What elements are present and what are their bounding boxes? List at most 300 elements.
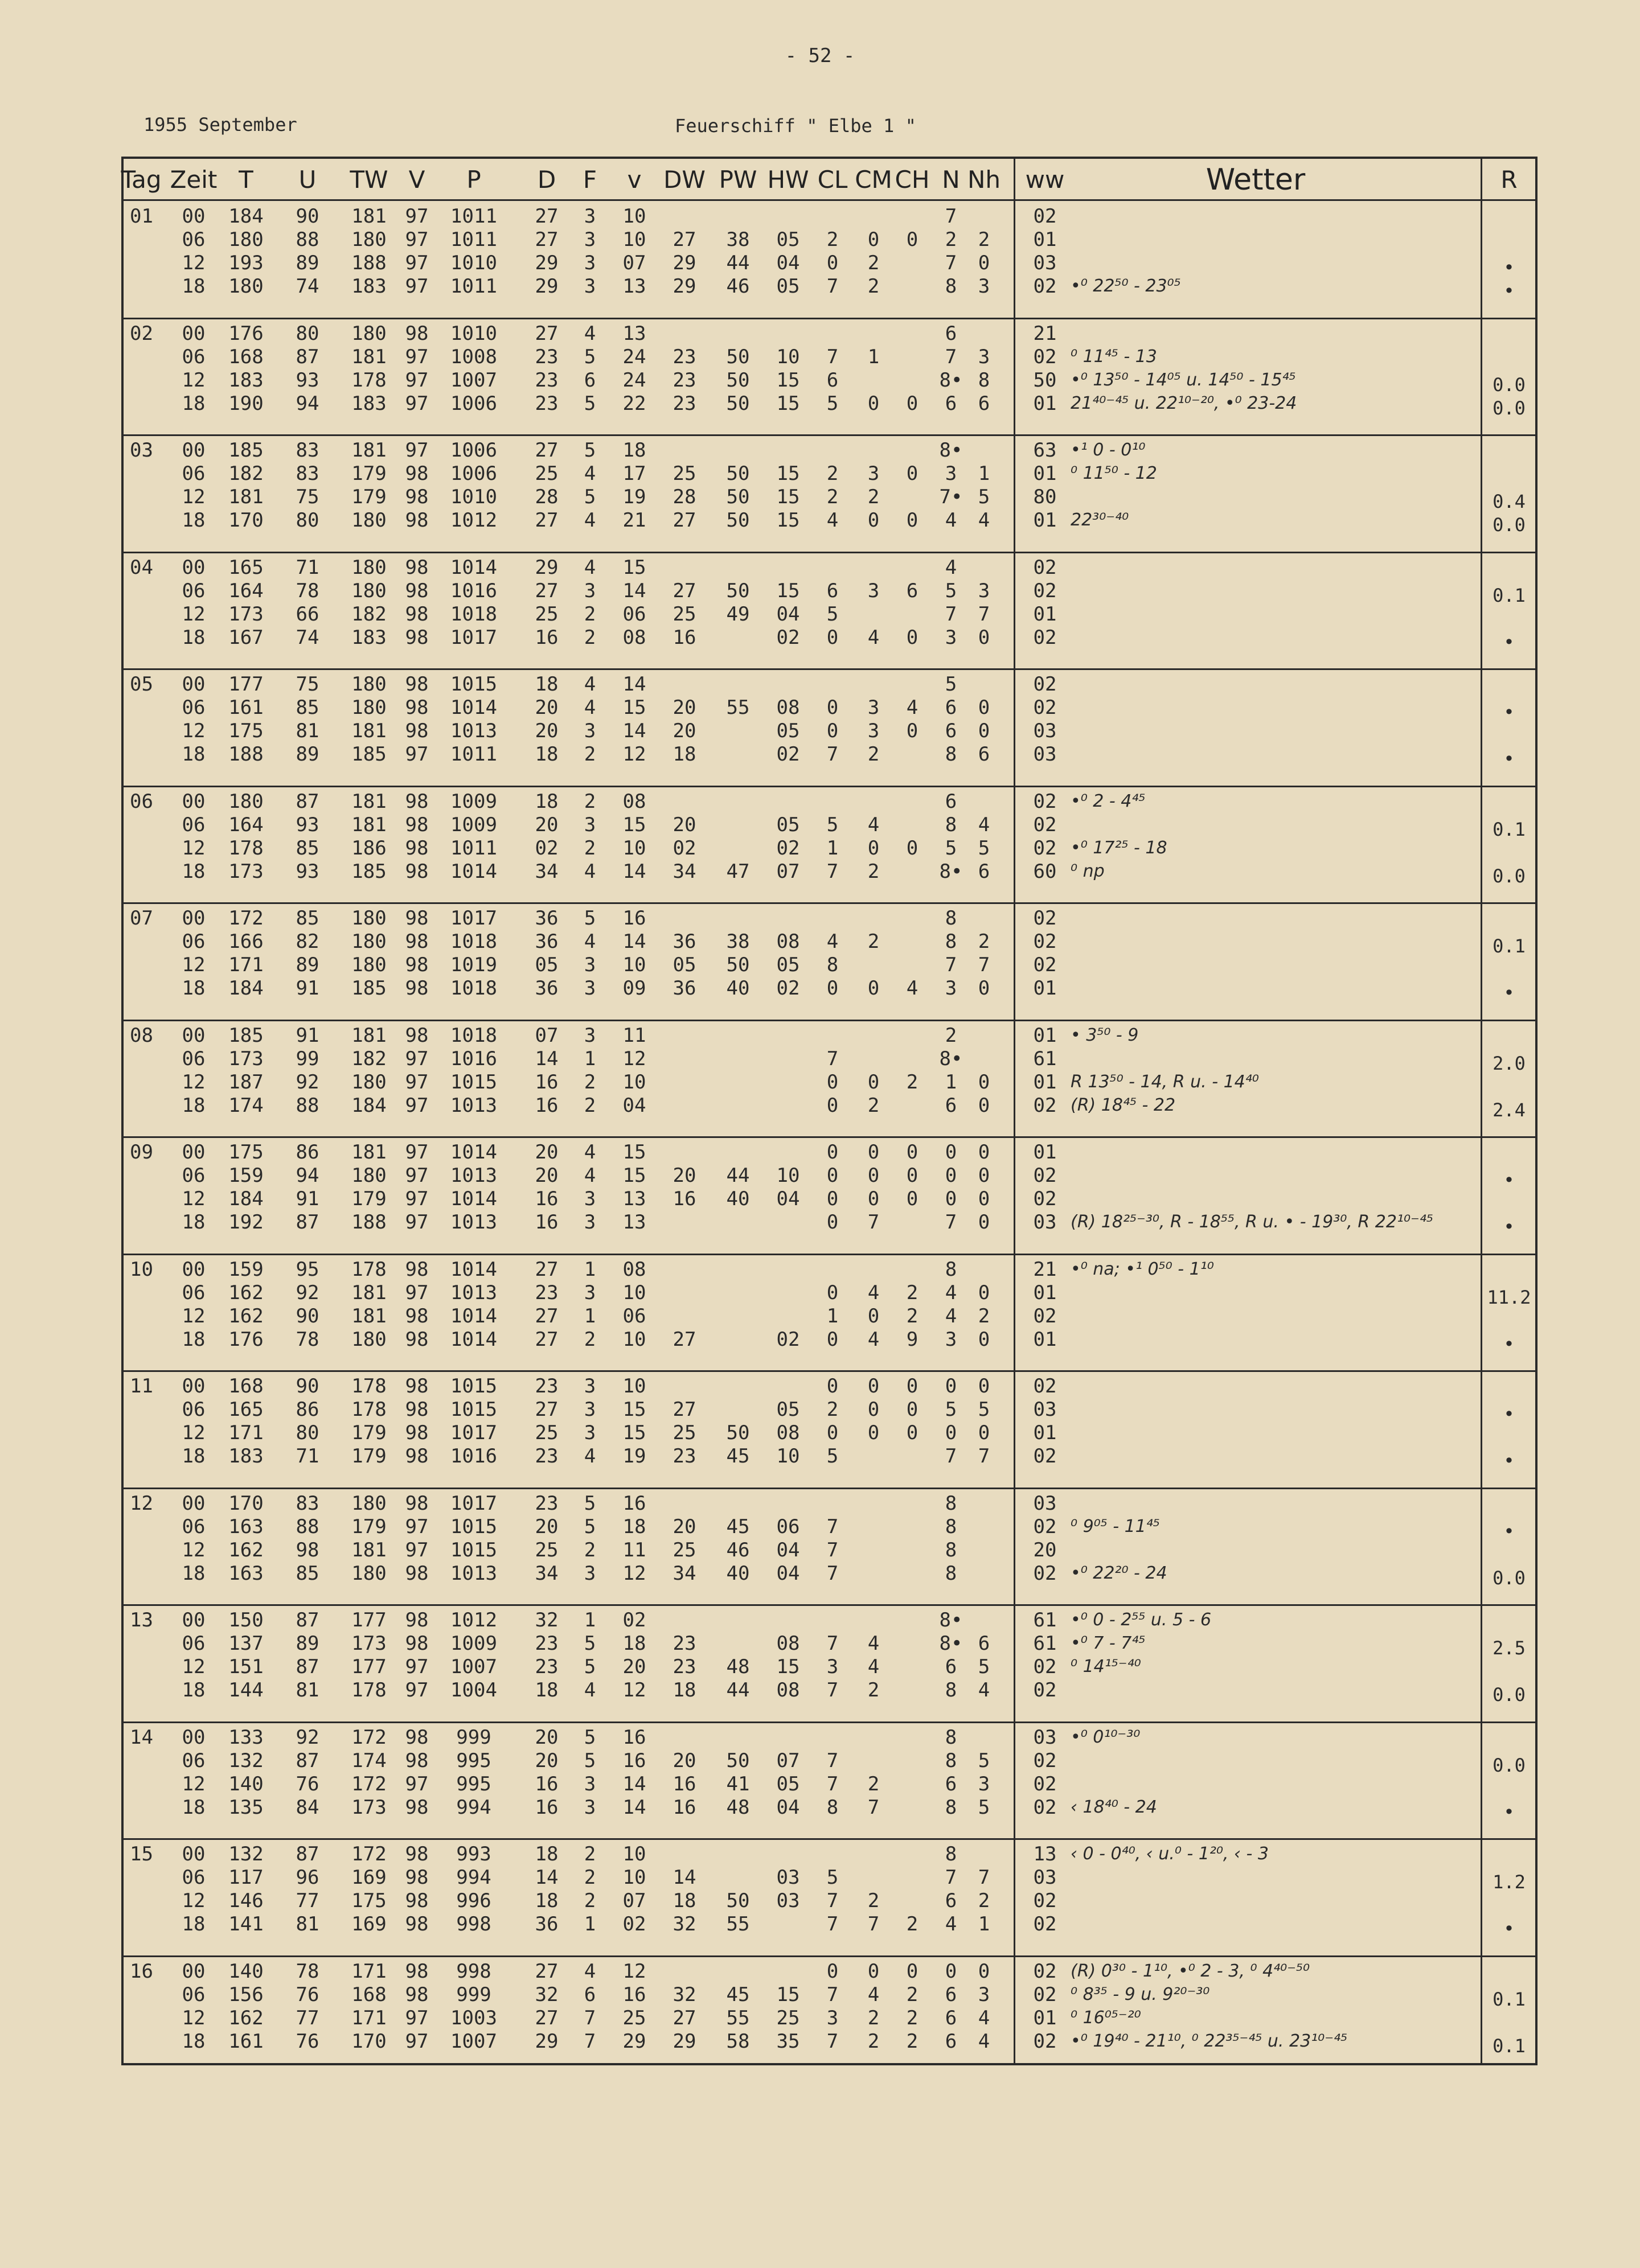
table-cell: 0 <box>945 1141 957 1164</box>
weather-remark: ⁰ np <box>1071 861 1105 881</box>
table-cell: 23 <box>535 368 559 392</box>
day-label: 01 <box>130 205 153 228</box>
table-cell: 02 <box>1033 1655 1057 1678</box>
column-header-zeit: Zeit <box>170 166 218 194</box>
table-cell: 10 <box>776 345 800 368</box>
table-cell: 7 <box>867 1796 880 1819</box>
table-cell: 1013 <box>450 1281 497 1304</box>
table-cell: 7 <box>978 602 990 626</box>
table-cell: 04 <box>622 1094 646 1117</box>
table-cell: 0 <box>867 392 880 415</box>
precip-value: 0.0 <box>1493 1684 1526 1706</box>
table-cell: 02 <box>622 1609 646 1632</box>
table-cell: 10 <box>622 1281 646 1304</box>
table-cell: 0 <box>978 1211 990 1234</box>
table-cell: 8• <box>939 1632 963 1655</box>
table-cell: 07 <box>622 1889 646 1912</box>
table-cell: 4 <box>945 1913 957 1936</box>
table-cell: 15 <box>776 368 800 392</box>
table-cell: 28 <box>535 486 559 508</box>
table-cell: 14 <box>673 1866 696 1889</box>
table-cell: 181 <box>351 1538 387 1562</box>
table-cell: 5 <box>584 392 596 415</box>
table-cell: 177 <box>351 1609 387 1632</box>
table-cell: 02 <box>535 836 559 860</box>
table-cell: 6 <box>945 720 957 742</box>
table-cell: 3 <box>584 1772 596 1796</box>
table-cell: 03 <box>1033 1398 1057 1421</box>
precip-value: 11.2 <box>1487 1286 1531 1308</box>
weather-remark: (R) 18²⁵⁻³⁰, R - 18⁵⁵, R u. • - 19³⁰, R 22¹⁰⁻⁴⁵ <box>1071 1212 1433 1232</box>
table-cell: 10 <box>622 228 646 251</box>
table-cell: 1011 <box>450 228 497 251</box>
table-cell: 1011 <box>450 275 497 298</box>
day-separator <box>121 786 1538 787</box>
table-cell: 1 <box>826 1304 839 1328</box>
table-cell: 2 <box>826 462 839 485</box>
table-cell: 98 <box>405 1959 429 1983</box>
table-cell: 3 <box>978 1772 990 1796</box>
table-cell: 7 <box>826 860 839 883</box>
table-cell: 168 <box>228 345 264 368</box>
table-cell: 7 <box>826 1749 839 1772</box>
table-cell: 50 <box>726 345 750 368</box>
table-cell: 7 <box>826 1913 839 1936</box>
weather-remark: •⁰ 19⁴⁰ - 21¹⁰, ⁰ 22³⁵⁻⁴⁵ u. 23¹⁰⁻⁴⁵ <box>1071 2031 1348 2051</box>
table-cell: 29 <box>673 2029 696 2053</box>
column-header-v: v <box>627 166 642 194</box>
weather-remark: ‹ 0 - 0⁴⁰, ‹ u.⁰ - 1²⁰, ‹ - 3 <box>1071 1844 1269 1864</box>
table-cell: 181 <box>351 345 387 368</box>
table-cell: 87 <box>296 1843 319 1866</box>
table-cell: 44 <box>726 1679 750 1702</box>
table-cell: 0 <box>867 1188 880 1210</box>
table-cell: 15 <box>776 579 800 602</box>
table-cell: 162 <box>228 2006 264 2029</box>
table-cell: 05 <box>776 1398 800 1421</box>
table-cell: 12 <box>182 2006 206 2029</box>
table-cell: 5 <box>584 1725 596 1749</box>
table-cell: 8 <box>945 1562 957 1585</box>
table-cell: 92 <box>296 1725 319 1749</box>
table-cell: 98 <box>405 790 429 813</box>
table-cell: 0 <box>978 1188 990 1210</box>
table-cell: 181 <box>228 486 264 508</box>
table-cell: 3 <box>867 696 880 719</box>
weather-remark: ⁰ 11⁴⁵ - 13 <box>1071 346 1157 367</box>
table-cell: 163 <box>228 1562 264 1585</box>
table-cell: 97 <box>405 1211 429 1234</box>
table-cell: 1015 <box>450 1375 497 1398</box>
table-cell: 00 <box>182 1258 206 1281</box>
table-cell: 02 <box>1033 813 1057 836</box>
table-cell: 03 <box>1033 1866 1057 1889</box>
table-cell: 45 <box>726 1515 750 1538</box>
table-cell: 180 <box>351 1164 387 1187</box>
table-cell: 07 <box>535 1024 559 1047</box>
table-cell: 01 <box>1033 1070 1057 1094</box>
table-cell: 6 <box>945 2006 957 2029</box>
table-cell: 995 <box>456 1749 491 1772</box>
table-cell: 4 <box>867 1983 880 2006</box>
table-cell: 4 <box>867 1281 880 1304</box>
table-cell: 06 <box>182 1632 206 1655</box>
table-cell: 1 <box>584 1913 596 1936</box>
table-cell: 02 <box>1033 1772 1057 1796</box>
table-cell: 5 <box>584 1749 596 1772</box>
table-cell: 180 <box>351 673 387 696</box>
table-cell: 179 <box>351 486 387 508</box>
table-cell: 0 <box>978 720 990 742</box>
table-cell: 994 <box>456 1796 491 1819</box>
table-cell: 5 <box>584 1655 596 1678</box>
table-cell: 20 <box>673 720 696 742</box>
table-cell: 7 <box>826 1679 839 1702</box>
table-cell: 132 <box>228 1749 264 1772</box>
table-cell: 88 <box>296 228 319 251</box>
table-cell: 03 <box>1033 1725 1057 1749</box>
table-cell: 1014 <box>450 860 497 883</box>
table-cell: 4 <box>978 1679 990 1702</box>
table-cell: 98 <box>405 1866 429 1889</box>
table-cell: 18 <box>182 1796 206 1819</box>
table-cell: 97 <box>405 1655 429 1678</box>
table-cell: 12 <box>622 743 646 766</box>
table-cell: 98 <box>405 626 429 649</box>
table-cell: 171 <box>228 1421 264 1444</box>
table-cell: 5 <box>584 1515 596 1538</box>
table-cell: 90 <box>296 1375 319 1398</box>
table-cell: 24 <box>622 345 646 368</box>
table-cell: 0 <box>867 1070 880 1094</box>
table-cell: 173 <box>228 1047 264 1070</box>
precip-value: 0.1 <box>1493 2035 1526 2057</box>
precip-value: 0.0 <box>1493 865 1526 887</box>
precip-value: • <box>1503 982 1515 1004</box>
table-cell: 98 <box>405 836 429 860</box>
table-cell: 3 <box>584 954 596 976</box>
table-cell: 167 <box>228 626 264 649</box>
table-cell: 06 <box>182 813 206 836</box>
table-cell: 7 <box>584 2006 596 2029</box>
table-cell: 13 <box>622 1211 646 1234</box>
table-cell: 2 <box>867 275 880 298</box>
table-cell: 36 <box>535 1913 559 1936</box>
table-cell: 0 <box>945 1164 957 1187</box>
table-cell: 175 <box>228 720 264 742</box>
table-cell: 02 <box>1033 1375 1057 1398</box>
table-cell: 76 <box>296 1772 319 1796</box>
table-cell: 97 <box>405 743 429 766</box>
table-cell: 4 <box>906 977 919 1000</box>
precip-value: • <box>1503 1450 1515 1472</box>
table-cell: 50 <box>726 462 750 485</box>
table-cell: 146 <box>228 1889 264 1912</box>
table-cell: 0 <box>906 228 919 251</box>
precip-value: 0.0 <box>1493 397 1526 419</box>
table-cell: 0 <box>826 1375 839 1398</box>
table-cell: 998 <box>456 1913 491 1936</box>
day-separator <box>121 552 1538 553</box>
table-cell: 4 <box>945 509 957 532</box>
table-cell: 176 <box>228 322 264 345</box>
table-cell: 18 <box>535 743 559 766</box>
table-cell: 184 <box>351 1094 387 1117</box>
table-cell: 7 <box>978 1866 990 1889</box>
table-cell: 15 <box>776 1655 800 1678</box>
table-cell: 4 <box>826 930 839 953</box>
table-cell: 8 <box>945 930 957 953</box>
header-ship: Feuerschiff " Elbe 1 " <box>675 115 916 137</box>
table-cell: 8 <box>945 1492 957 1515</box>
table-cell: 15 <box>776 509 800 532</box>
table-cell: 188 <box>351 252 387 274</box>
table-cell: 27 <box>673 1398 696 1421</box>
table-cell: 06 <box>182 462 206 485</box>
column-header-v: V <box>408 166 425 194</box>
table-cell: 97 <box>405 1538 429 1562</box>
table-cell: 58 <box>726 2029 750 2053</box>
table-cell: 02 <box>1033 1889 1057 1912</box>
table-cell: 23 <box>673 1655 696 1678</box>
precip-value: 2.0 <box>1493 1052 1526 1074</box>
table-cell: 181 <box>351 790 387 813</box>
table-cell: 2 <box>906 2006 919 2029</box>
table-cell: 16 <box>622 1725 646 1749</box>
table-cell: 29 <box>622 2029 646 2053</box>
table-cell: 03 <box>1033 1492 1057 1515</box>
table-cell: 35 <box>776 2029 800 2053</box>
table-cell: 78 <box>296 1959 319 1983</box>
table-cell: 0 <box>906 1421 919 1444</box>
table-cell: 02 <box>673 836 696 860</box>
table-cell: 8 <box>945 1796 957 1819</box>
table-cell: 18 <box>673 743 696 766</box>
table-cell: 27 <box>673 2006 696 2029</box>
table-cell: 0 <box>906 1141 919 1164</box>
table-cell: 90 <box>296 1304 319 1328</box>
weather-remark: ⁰ 9⁰⁵ - 11⁴⁵ <box>1071 1516 1160 1536</box>
table-cell: 23 <box>535 1492 559 1515</box>
table-cell: 15 <box>622 813 646 836</box>
table-cell: 02 <box>1033 345 1057 368</box>
table-cell: 182 <box>351 602 387 626</box>
table-cell: 55 <box>726 2006 750 2029</box>
table-cell: 185 <box>351 860 387 883</box>
precip-value: 0.0 <box>1493 373 1526 396</box>
table-cell: 07 <box>622 252 646 274</box>
table-cell: 18 <box>535 790 559 813</box>
table-cell: 1 <box>867 345 880 368</box>
table-cell: 27 <box>535 509 559 532</box>
table-cell: 3 <box>584 720 596 742</box>
table-cell: 10 <box>776 1445 800 1468</box>
table-cell: 183 <box>351 392 387 415</box>
table-cell: 00 <box>182 322 206 345</box>
table-cell: 4 <box>867 1655 880 1678</box>
table-cell: 193 <box>228 252 264 274</box>
table-cell: 5 <box>945 673 957 696</box>
table-cell: 50 <box>726 579 750 602</box>
table-cell: 18 <box>182 2029 206 2053</box>
table-cell: 5 <box>826 602 839 626</box>
table-cell: 21 <box>622 509 646 532</box>
table-cell: 02 <box>776 1328 800 1351</box>
table-cell: 23 <box>673 1632 696 1655</box>
table-cell: 03 <box>776 1889 800 1912</box>
table-cell: 3 <box>867 462 880 485</box>
table-cell: 76 <box>296 2029 319 2053</box>
precip-value: • <box>1503 1520 1515 1542</box>
table-cell: 98 <box>405 1725 429 1749</box>
table-cell: 4 <box>945 1281 957 1304</box>
table-cell: 98 <box>405 860 429 883</box>
table-cell: 5 <box>978 1398 990 1421</box>
table-cell: 97 <box>405 2006 429 2029</box>
table-cell: 06 <box>182 930 206 953</box>
table-cell: 25 <box>673 462 696 485</box>
precip-value: • <box>1503 1403 1515 1425</box>
table-cell: 98 <box>405 954 429 976</box>
table-cell: 0 <box>826 626 839 649</box>
table-cell: 2 <box>867 2006 880 2029</box>
table-cell: 4 <box>867 1632 880 1655</box>
table-cell: 1015 <box>450 1070 497 1094</box>
table-cell: 32 <box>673 1983 696 2006</box>
table-cell: 18 <box>182 509 206 532</box>
table-cell: 7 <box>945 1866 957 1889</box>
table-cell: 173 <box>351 1632 387 1655</box>
table-cell: 2 <box>906 1304 919 1328</box>
table-cell: 27 <box>673 228 696 251</box>
precip-value: 0.1 <box>1493 584 1526 606</box>
table-cell: 183 <box>228 368 264 392</box>
table-cell: 36 <box>535 977 559 1000</box>
table-cell: 188 <box>228 743 264 766</box>
table-cell: 4 <box>978 2029 990 2053</box>
table-cell: 02 <box>1033 1188 1057 1210</box>
table-cell: 4 <box>584 1164 596 1187</box>
table-cell: 6 <box>978 860 990 883</box>
table-cell: 94 <box>296 1164 319 1187</box>
table-cell: 0 <box>867 1164 880 1187</box>
table-cell: 1014 <box>450 556 497 579</box>
table-cell: 10 <box>622 1375 646 1398</box>
table-cell: 994 <box>456 1866 491 1889</box>
table-cell: 4 <box>906 696 919 719</box>
table-cell: 1016 <box>450 1047 497 1070</box>
table-cell: 3 <box>978 345 990 368</box>
table-cell: 133 <box>228 1725 264 1749</box>
table-cell: 97 <box>405 205 429 228</box>
weather-remark: ⁰ 14¹⁵⁻⁴⁰ <box>1071 1657 1141 1677</box>
table-cell: 2 <box>584 1889 596 1912</box>
table-cell: 180 <box>351 228 387 251</box>
table-cell: 29 <box>535 556 559 579</box>
table-cell: 0 <box>826 252 839 274</box>
table-cell: 4 <box>584 556 596 579</box>
table-cell: 8 <box>945 1515 957 1538</box>
table-cell: 02 <box>1033 556 1057 579</box>
table-cell: 2 <box>945 228 957 251</box>
table-cell: 07 <box>776 860 800 883</box>
table-cell: 4 <box>945 556 957 579</box>
table-cell: 0 <box>867 836 880 860</box>
table-cell: 16 <box>673 1188 696 1210</box>
table-cell: 01 <box>1033 462 1057 485</box>
table-cell: 05 <box>673 954 696 976</box>
day-separator <box>121 1721 1538 1723</box>
table-cell: 98 <box>405 930 429 953</box>
table-cell: 18 <box>535 1843 559 1866</box>
table-cell: 71 <box>296 556 319 579</box>
table-cell: 00 <box>182 556 206 579</box>
table-cell: 1018 <box>450 1024 497 1047</box>
table-cell: 2 <box>906 1913 919 1936</box>
table-cell: 159 <box>228 1258 264 1281</box>
precip-value: • <box>1503 280 1515 302</box>
table-cell: 98 <box>296 1538 319 1562</box>
table-cell: 8 <box>826 954 839 976</box>
table-cell: 183 <box>351 275 387 298</box>
table-cell: 993 <box>456 1843 491 1866</box>
table-cell: 177 <box>228 673 264 696</box>
table-cell: 1013 <box>450 1211 497 1234</box>
table-cell: 00 <box>182 1141 206 1164</box>
table-cell: 25 <box>535 602 559 626</box>
table-cell: 15 <box>622 1398 646 1421</box>
table-cell: 179 <box>351 1445 387 1468</box>
table-cell: 4 <box>584 1445 596 1468</box>
table-cell: 27 <box>673 1328 696 1351</box>
table-cell: 7 <box>945 954 957 976</box>
table-cell: 97 <box>405 1515 429 1538</box>
day-label: 07 <box>130 907 153 930</box>
table-cell: 8• <box>939 368 963 392</box>
table-cell: 1010 <box>450 486 497 508</box>
table-cell: 08 <box>622 790 646 813</box>
table-cell: 05 <box>776 954 800 976</box>
table-cell: 06 <box>182 1047 206 1070</box>
table-cell: 23 <box>535 345 559 368</box>
table-cell: 1 <box>584 1258 596 1281</box>
weather-remark: ⁰ 16⁰⁵⁻²⁰ <box>1071 2007 1141 2028</box>
table-cell: 10 <box>622 1070 646 1094</box>
table-cell: 18 <box>673 1889 696 1912</box>
table-cell: 0 <box>978 1959 990 1983</box>
table-cell: 169 <box>351 1866 387 1889</box>
column-header-tag: Tag <box>121 166 162 194</box>
table-cell: 00 <box>182 205 206 228</box>
table-cell: 178 <box>228 836 264 860</box>
table-cell: 3 <box>584 1211 596 1234</box>
table-cell: 0 <box>826 1959 839 1983</box>
table-cell: 97 <box>405 1070 429 1094</box>
table-cell: 181 <box>351 205 387 228</box>
table-cell: 0 <box>945 1959 957 1983</box>
table-cell: 15 <box>776 486 800 508</box>
table-cell: 97 <box>405 275 429 298</box>
table-cell: 04 <box>776 1796 800 1819</box>
table-cell: 28 <box>673 486 696 508</box>
table-cell: 3 <box>584 1796 596 1819</box>
table-cell: 95 <box>296 1258 319 1281</box>
table-cell: 179 <box>351 462 387 485</box>
table-cell: 25 <box>535 1421 559 1444</box>
table-cell: 02 <box>1033 1679 1057 1702</box>
table-cell: 98 <box>405 1421 429 1444</box>
table-cell: 36 <box>673 977 696 1000</box>
